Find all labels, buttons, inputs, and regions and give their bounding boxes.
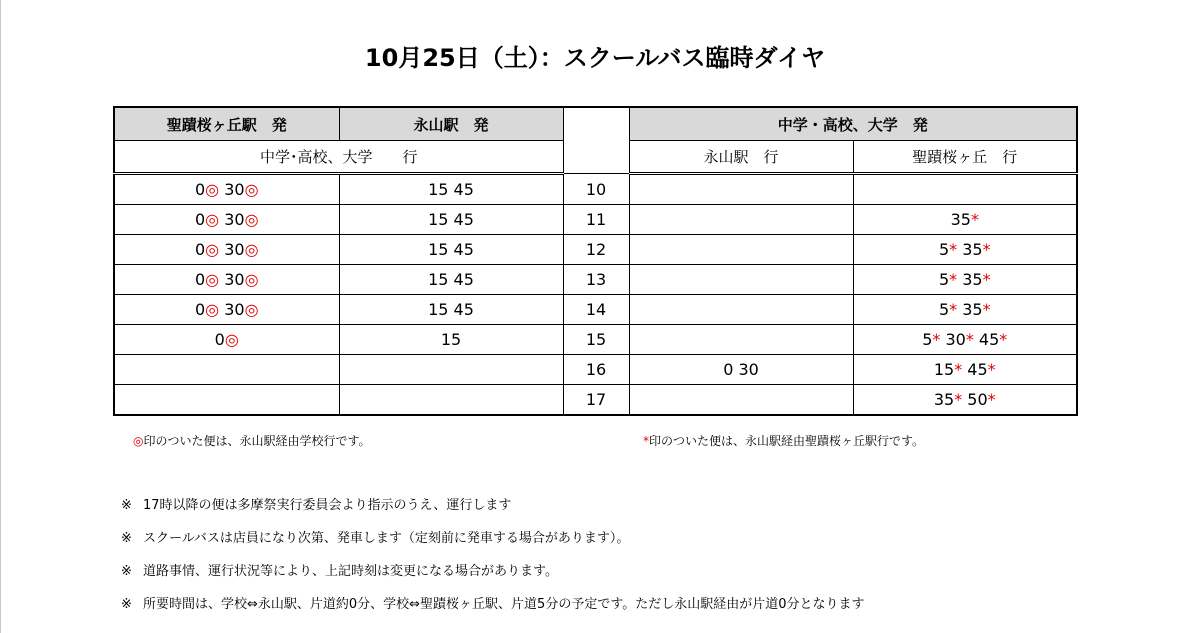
note-text: 所要時間は、学校⇔永山駅、片道約0分、学校⇔聖蹟桜ヶ丘駅、片道5分の予定です。ただし永山駅経由が片道0分となります	[143, 597, 865, 612]
time-value: 30	[219, 270, 245, 289]
time-value: 15	[933, 360, 955, 379]
circle-mark: ◎	[205, 180, 220, 199]
seiseki-departure-times	[114, 205, 339, 235]
notes-list	[121, 497, 865, 629]
header-dest-seiseki: 聖蹟桜ヶ丘 行	[853, 141, 1077, 174]
hour-cell: 12	[563, 235, 629, 265]
star-mark: *	[949, 300, 958, 319]
header-dest-nagayama: 永山駅 行	[629, 141, 853, 174]
campus-to-nagayama-times	[629, 174, 853, 205]
note-item	[121, 497, 865, 530]
circle-mark: ◎	[244, 270, 259, 289]
time-value: 0	[194, 300, 206, 319]
time-value: 0	[194, 240, 206, 259]
time-value: 50	[962, 390, 988, 409]
time-value: 0	[194, 180, 206, 199]
hour-cell: 15	[563, 325, 629, 355]
seiseki-departure-times	[114, 325, 339, 355]
campus-to-seiseki-times	[853, 355, 1077, 385]
seiseki-departure-times	[114, 235, 339, 265]
circle-mark: ◎	[205, 240, 220, 259]
header-campus-departure: 中学・高校、大学 発	[629, 107, 1077, 141]
header-hour-blank	[563, 107, 629, 174]
time-value: 30	[219, 210, 245, 229]
circle-mark: ◎	[205, 270, 220, 289]
campus-to-seiseki-times	[853, 295, 1077, 325]
seiseki-departure-times	[114, 295, 339, 325]
campus-to-nagayama-times	[629, 235, 853, 265]
hour-cell: 10	[563, 174, 629, 205]
legend-star-text: 印のついた便は、永山駅経由聖蹟桜ヶ丘駅行です。	[649, 434, 925, 448]
star-mark: *	[982, 300, 991, 319]
circle-mark: ◎	[244, 180, 259, 199]
header-seiseki-departure: 聖蹟桜ヶ丘駅 発	[114, 107, 339, 141]
circle-mark: ◎	[205, 300, 220, 319]
legend-circle	[133, 432, 371, 449]
page-left-edge	[0, 0, 1, 633]
time-value: 30	[219, 240, 245, 259]
header-dest-campus: 中学･高校、大学 行	[114, 141, 563, 174]
note-text: 17時以降の便は多摩祭実行委員会より指示のうえ、運行します	[143, 498, 512, 513]
legend-star	[643, 432, 924, 449]
time-value: 35	[933, 390, 955, 409]
campus-to-seiseki-times	[853, 174, 1077, 205]
campus-to-nagayama-times	[629, 385, 853, 416]
note-mark: ※	[121, 597, 132, 612]
nagayama-departure-times	[339, 355, 563, 385]
time-value: 35	[957, 300, 983, 319]
time-value: 35	[957, 270, 983, 289]
hour-cell: 11	[563, 205, 629, 235]
time-value: 30	[940, 330, 966, 349]
note-text: スクールバスは店員になり次第、発車します（定刻前に発車する場合があります）。	[143, 531, 630, 546]
time-value: 5	[922, 330, 933, 349]
campus-to-seiseki-times	[853, 205, 1077, 235]
timetable-body	[114, 174, 1077, 416]
star-mark: *	[982, 270, 991, 289]
star-mark: *	[965, 330, 974, 349]
nagayama-departure-times: 15 45	[339, 174, 563, 205]
time-value: 45	[973, 330, 1000, 349]
star-mark: *	[643, 434, 649, 448]
table-row	[114, 295, 1077, 325]
campus-to-seiseki-times	[853, 325, 1077, 355]
campus-to-nagayama-times	[629, 325, 853, 355]
page-title: 10月25日（土）：スクールバス臨時ダイヤ	[364, 44, 826, 72]
table-row	[114, 265, 1077, 295]
note-mark: ※	[121, 531, 132, 546]
circle-mark: ◎	[224, 330, 239, 349]
star-mark: *	[949, 240, 958, 259]
table-row	[114, 355, 1077, 385]
seiseki-departure-times	[114, 355, 339, 385]
note-item	[121, 596, 865, 629]
header-row-origin	[114, 107, 1077, 141]
note-text: 道路事情、運行状況等により、上記時刻は変更になる場合があります。	[143, 564, 558, 579]
hour-cell: 16	[563, 355, 629, 385]
star-mark: *	[987, 390, 996, 409]
seiseki-departure-times	[114, 385, 339, 416]
circle-mark: ◎	[244, 210, 259, 229]
seiseki-departure-times	[114, 174, 339, 205]
circle-mark: ◎	[244, 240, 259, 259]
campus-to-nagayama-times	[629, 205, 853, 235]
hour-cell: 17	[563, 385, 629, 416]
table-row	[114, 205, 1077, 235]
header-nagayama-departure: 永山駅 発	[339, 107, 563, 141]
circle-mark: ◎	[133, 434, 144, 448]
time-value: 5	[938, 300, 950, 319]
star-mark: *	[982, 240, 991, 259]
nagayama-departure-times: 15 45	[339, 265, 563, 295]
table-row	[114, 325, 1077, 355]
time-value: 35	[957, 240, 983, 259]
time-value: 30	[219, 300, 245, 319]
table-row	[114, 174, 1077, 205]
note-mark: ※	[121, 564, 132, 579]
timetable	[113, 106, 1078, 416]
nagayama-departure-times: 15 45	[339, 235, 563, 265]
time-value: 5	[938, 240, 950, 259]
circle-mark: ◎	[244, 300, 259, 319]
campus-to-nagayama-times: 0 30	[629, 355, 853, 385]
nagayama-departure-times: 15 45	[339, 205, 563, 235]
hour-cell: 13	[563, 265, 629, 295]
time-value: 0	[194, 270, 206, 289]
seiseki-departure-times	[114, 265, 339, 295]
campus-to-nagayama-times	[629, 295, 853, 325]
star-mark: *	[970, 210, 979, 229]
campus-to-nagayama-times	[629, 265, 853, 295]
star-mark: *	[932, 330, 941, 349]
legend-circle-text: 印のついた便は、永山駅経由学校行です。	[143, 434, 371, 448]
hour-cell: 14	[563, 295, 629, 325]
time-value: 0	[194, 210, 206, 229]
time-value: 45	[962, 360, 988, 379]
star-mark: *	[949, 270, 958, 289]
campus-to-seiseki-times	[853, 265, 1077, 295]
time-value: 30	[219, 180, 245, 199]
nagayama-departure-times	[339, 385, 563, 416]
star-mark: *	[954, 360, 963, 379]
time-value: 0	[214, 330, 225, 349]
note-item	[121, 563, 865, 596]
circle-mark: ◎	[205, 210, 220, 229]
star-mark: *	[987, 360, 996, 379]
campus-to-seiseki-times	[853, 385, 1077, 416]
note-mark: ※	[121, 498, 132, 513]
note-item	[121, 530, 865, 563]
time-value: 5	[938, 270, 950, 289]
nagayama-departure-times: 15	[339, 325, 563, 355]
star-mark: *	[999, 330, 1008, 349]
time-value: 35	[950, 210, 971, 229]
nagayama-departure-times: 15 45	[339, 295, 563, 325]
table-row	[114, 385, 1077, 416]
campus-to-seiseki-times	[853, 235, 1077, 265]
star-mark: *	[954, 390, 963, 409]
table-row	[114, 235, 1077, 265]
